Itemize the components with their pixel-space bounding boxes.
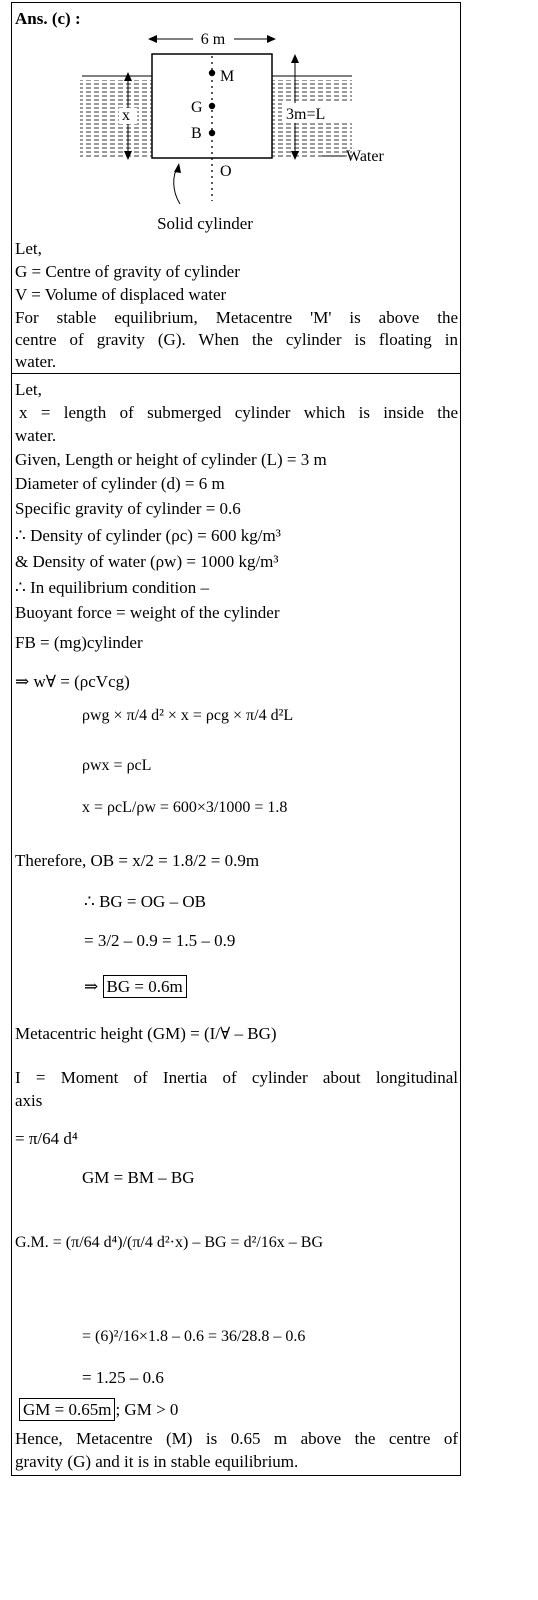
figure-caption: Solid cylinder — [157, 214, 253, 233]
cylinder-diagram — [70, 26, 410, 236]
conclusion-line-1: Hence, Metacentre (M) is 0.65 m above the centre of — [15, 1429, 458, 1448]
answer-label: Ans. (c) : — [15, 9, 81, 28]
bg-result-line: ⇒ BG = 0.6m — [84, 978, 187, 995]
o-label: O — [220, 163, 232, 180]
equation-1: ρwg × π/4 d² × x = ρcg × π/4 d²L — [82, 707, 294, 724]
l-label: 3m=L — [286, 106, 326, 123]
equation-2: ρwx = ρcL — [82, 757, 152, 774]
equation-3: x = ρcL/ρw = 600×3/1000 = 1.8 — [82, 799, 288, 816]
centre-of-buoyancy-point — [209, 130, 215, 136]
ob-equation: Therefore, OB = x/2 = 1.8/2 = 0.9m — [15, 851, 260, 870]
given-diameter: Diameter of cylinder (d) = 6 m — [15, 474, 225, 493]
equilibrium-condition: ∴ In equilibrium condition – — [15, 578, 210, 597]
gm-calculation-2: = 1.25 – 0.6 — [82, 1368, 164, 1387]
inertia-value: = π/64 d⁴ — [15, 1129, 78, 1148]
fb-equation: FB = (mg)cylinder — [15, 633, 143, 652]
x-definition-2: water. — [15, 426, 57, 445]
metacentre-point — [209, 70, 215, 76]
given-length: Given, Length or height of cylinder (L) = 3 m — [15, 450, 327, 469]
weight-equation: ⇒ w∀ = (ρcVcg) — [15, 672, 130, 691]
gm-calculation: = (6)²/16×1.8 – 0.6 = 36/28.8 – 0.6 — [82, 1328, 306, 1345]
let-2: Let, — [15, 380, 42, 399]
g-definition: G = Centre of gravity of cylinder — [15, 262, 240, 281]
bg-equation-2: = 3/2 – 0.9 = 1.5 – 0.9 — [84, 931, 236, 950]
gm-bm-equation: GM = BM – BG — [82, 1168, 195, 1187]
buoyant-force: Buoyant force = weight of the cylinder — [15, 603, 280, 622]
bg-result: BG = 0.6m — [103, 975, 187, 998]
water-label: Water — [346, 148, 384, 165]
m-label: M — [220, 68, 235, 85]
let-1: Let, — [15, 239, 42, 258]
specific-gravity: Specific gravity of cylinder = 0.6 — [15, 499, 241, 518]
width-label: 6 m — [200, 31, 226, 48]
centre-of-gravity-point — [209, 103, 215, 109]
stable-line-1: For stable equilibrium, Metacentre 'M' is above the — [15, 308, 458, 327]
conclusion-line-2: gravity (G) and it is in stable equilibrium. — [15, 1452, 299, 1471]
b-label: B — [191, 125, 202, 142]
x-label: x — [122, 107, 130, 124]
inertia-line-2: axis — [15, 1091, 43, 1110]
gm-result: GM = 0.65m — [19, 1398, 115, 1421]
bg-equation-1: ∴ BG = OG – OB — [84, 892, 206, 911]
section-divider — [11, 373, 461, 374]
gm-equation: G.M. = (π/64 d⁴)/(π/4 d²·x) – BG = d²/16x – BG — [15, 1234, 324, 1251]
v-definition: V = Volume of displaced water — [15, 285, 227, 304]
g-label: G — [191, 99, 203, 116]
metacentric-height-formula: Metacentric height (GM) = (I/∀ – BG) — [15, 1024, 277, 1043]
stable-line-2: centre of gravity (G). When the cylinder is floating in — [15, 330, 458, 349]
gm-result-line — [19, 1401, 178, 1418]
gm-positive: ; GM > 0 — [115, 1400, 179, 1419]
inertia-line-1: I = Moment of Inertia of cylinder about longitudinal — [15, 1068, 458, 1087]
density-water: & Density of water (ρw) = 1000 kg/m³ — [15, 552, 279, 571]
x-definition-1: x = length of submerged cylinder which is inside the — [19, 403, 458, 422]
stable-line-3: water. — [15, 352, 57, 371]
density-cylinder: ∴ Density of cylinder (ρc) = 600 kg/m³ — [15, 526, 281, 545]
